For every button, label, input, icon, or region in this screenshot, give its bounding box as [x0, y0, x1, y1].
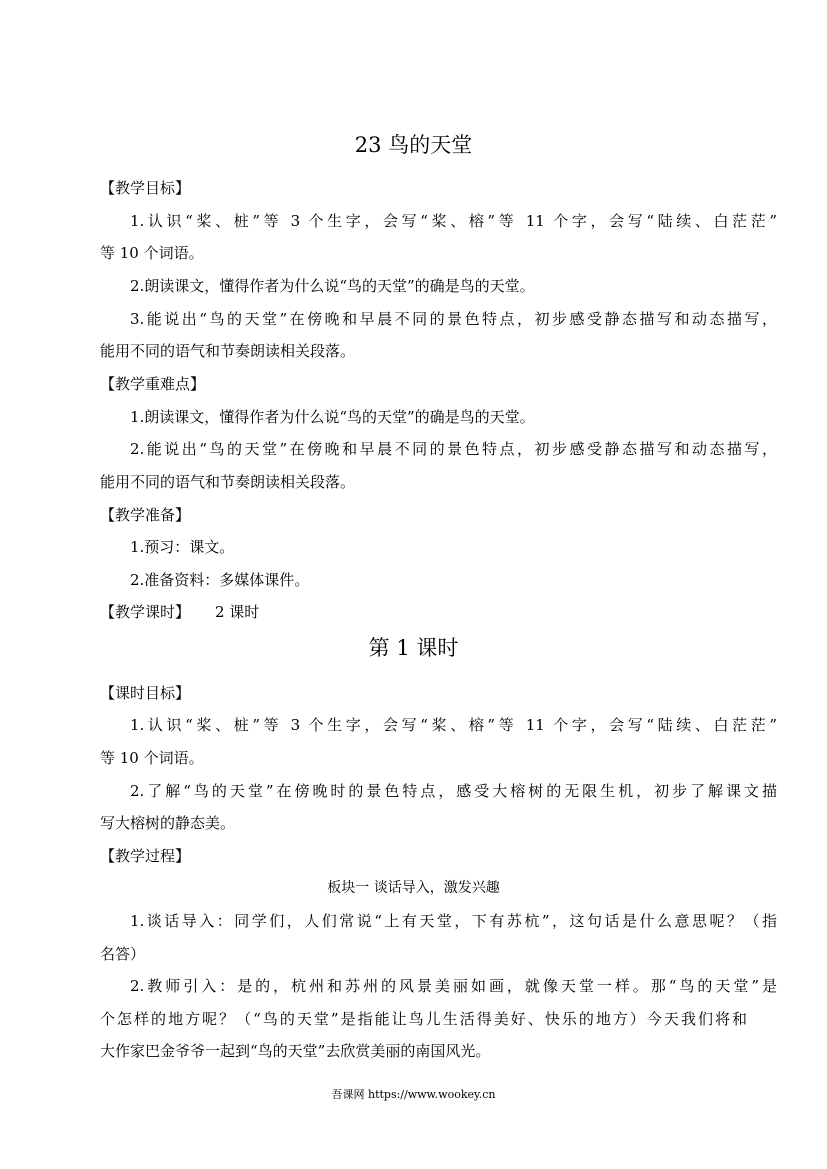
page-footer: 吾课网 https://www.wookey.cn [331, 1088, 496, 1101]
hours-heading: 【教学课时】 [100, 603, 191, 621]
process-line: 大作家巴金爷爷一起到“鸟的天堂”去欣赏美丽的南国风光。 [100, 1042, 491, 1060]
objectives-line: 2.朗读课文，懂得作者为什么说“鸟的天堂”的确是鸟的天堂。 [130, 277, 535, 295]
process-line: 个怎样的地方呢？（“鸟的天堂”是指能让鸟儿生活得美好、快乐的地方）今天我们将和 [100, 1010, 747, 1028]
objectives-line: 等 10 个词语。 [100, 244, 204, 262]
process-line: 名答） [100, 945, 146, 963]
goals-line: 写大榕树的静态美。 [100, 814, 236, 832]
goals-heading: 【课时目标】 [100, 684, 191, 702]
objectives-line: 1.认识“桨、桩”等 3 个生字，会写“桨、榕”等 11 个字，会写“陆续、白茫茫” [130, 212, 777, 230]
objectives-line: 3.能说出“鸟的天堂”在傍晚和早晨不同的景色特点，初步感受静态描写和动态描写， [130, 310, 777, 328]
preparation-heading: 【教学准备】 [100, 506, 191, 524]
lesson-title: 第 1 课时 [368, 636, 459, 660]
page-title: 23 鸟的天堂 [354, 133, 473, 157]
hours-value: 2 课时 [215, 603, 260, 621]
keypoints-line: 能用不同的语气和节奏朗读相关段落。 [100, 473, 356, 491]
block-heading: 板块一 谈话导入，激发兴趣 [327, 880, 500, 896]
keypoints-line: 1.朗读课文，懂得作者为什么说“鸟的天堂”的确是鸟的天堂。 [130, 408, 535, 426]
keypoints-heading: 【教学重难点】 [100, 375, 206, 393]
objectives-line: 能用不同的语气和节奏朗读相关段落。 [100, 342, 356, 360]
keypoints-line: 2.能说出“鸟的天堂”在傍晚和早晨不同的景色特点，初步感受静态描写和动态描写， [130, 440, 777, 458]
process-line: 2.教师引入：是的，杭州和苏州的风景美丽如画，就像天堂一样。那“鸟的天堂”是 [130, 977, 777, 995]
goals-line: 等 10 个词语。 [100, 749, 204, 767]
preparation-line: 1.预习：课文。 [130, 538, 235, 556]
goals-line: 1.认识“桨、桩”等 3 个生字，会写“桨、榕”等 11 个字，会写“陆续、白茫茫” [130, 716, 777, 734]
process-line: 1.谈话导入：同学们，人们常说“上有天堂，下有苏杭”，这句话是什么意思呢？（指 [130, 912, 777, 930]
process-heading: 【教学过程】 [100, 847, 191, 865]
goals-line: 2.了解“鸟的天堂”在傍晚时的景色特点，感受大榕树的无限生机，初步了解课文描 [130, 782, 777, 800]
preparation-line: 2.准备资料：多媒体课件。 [130, 571, 310, 589]
objectives-heading: 【教学目标】 [100, 179, 191, 197]
